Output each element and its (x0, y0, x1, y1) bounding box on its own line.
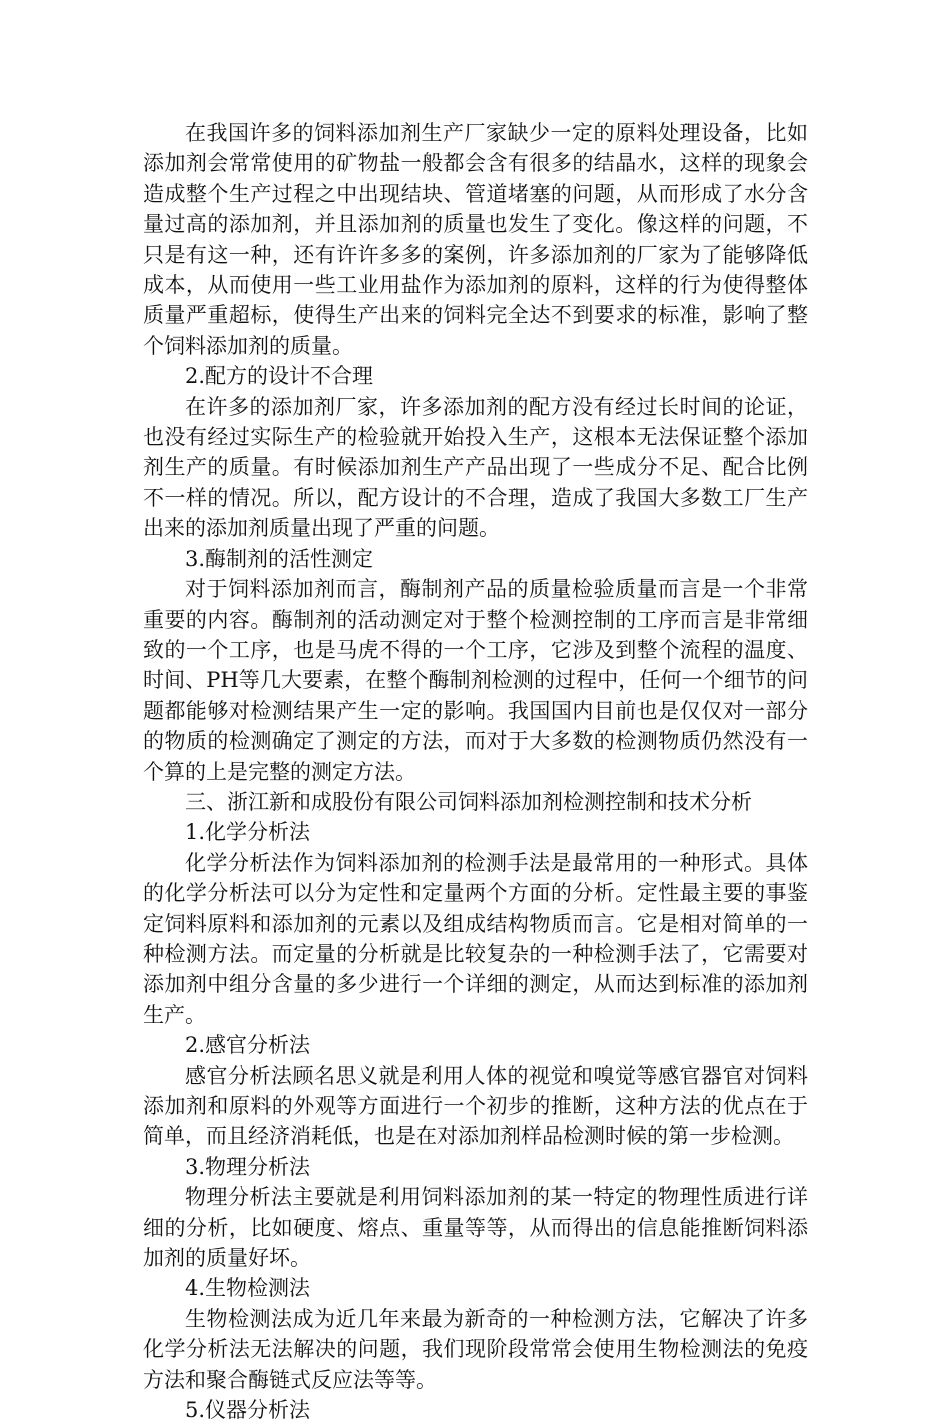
heading-formula-design: 2.配方的设计不合理 (185, 364, 374, 389)
heading-physical-analysis: 3.物理分析法 (185, 1154, 311, 1179)
paragraph-chemical-analysis: 化学分析法作为饲料添加剂的检测手法是最常用的一种形式。具体的化学分析法可以分为定性和定量两个方面的分析。定性最主要的事鉴定饲料原料和添加剂的元素以及组成结构物质而言。它是相对简单的一种检测方法。而定量的分析就是比较复杂的一种检测手法了，它需要对添加剂中组分含量的多少进行一个详细的测定，从而达到标准的添加剂生产。 (143, 850, 808, 1027)
paragraph-biological-detection: 生物检测法成为近几年来最为新奇的一种检测方法，它解决了许多化学分析法无法解决的问题，我们现阶段常常会使用生物检测法的免疫方法和聚合酶链式反应法等等。 (143, 1306, 808, 1392)
heading-instrument-analysis: 5.仪器分析法 (185, 1398, 311, 1423)
heading-biological-detection: 4.生物检测法 (185, 1276, 311, 1301)
section-heading-technical-analysis: 三、浙江新和成股份有限公司饲料添加剂检测控制和技术分析 (185, 789, 752, 814)
heading-chemical-analysis: 1.化学分析法 (185, 820, 311, 845)
document-body (143, 118, 808, 1425)
paragraph-physical-analysis: 物理分析法主要就是利用饲料添加剂的某一特定的物理性质进行详细的分析，比如硬度、熔点、重量等等，从而得出的信息能推断饲料添加剂的质量好坏。 (143, 1185, 808, 1271)
paragraph-sensory-analysis: 感官分析法顾名思义就是利用人体的视觉和嗅觉等感官器官对饲料添加剂和原料的外观等方面进行一个初步的推断，这种方法的优点在于简单，而且经济消耗低，也是在对添加剂样品检测时候的第一步检测。 (143, 1063, 808, 1149)
heading-sensory-analysis: 2.感官分析法 (185, 1033, 311, 1058)
paragraph-raw-material-processing: 在我国许多的饲料添加剂生产厂家缺少一定的原料处理设备，比如添加剂会常常使用的矿物盐一般都会含有很多的结晶水，这样的现象会造成整个生产过程之中出现结块、管道堵塞的问题，从而形成了水分含量过高的添加剂，并且添加剂的质量也发生了变化。像这样的问题，不只是有这一种，还有许许多多的案例，许多添加剂的厂家为了能够降低成本，从而使用一些工业用盐作为添加剂的原料，这样的行为使得整体质量严重超标，使得生产出来的饲料完全达不到要求的标准，影响了整个饲料添加剂的质量。 (143, 121, 808, 358)
paragraph-formula-design: 在许多的添加剂厂家，许多添加剂的配方没有经过长时间的论证，也没有经过实际生产的检验就开始投入生产，这根本无法保证整个添加剂生产的质量。有时候添加剂生产产品出现了一些成分不足、配合比例不一样的情况。所以，配方设计的不合理，造成了我国大多数工厂生产出来的添加剂质量出现了严重的问题。 (143, 394, 808, 541)
heading-enzyme-activity: 3.酶制剂的活性测定 (185, 546, 374, 571)
paragraph-enzyme-activity: 对于饲料添加剂而言，酶制剂产品的质量检验质量而言是一个非常重要的内容。酶制剂的活动测定对于整个检测控制的工序而言是非常细致的一个工序，也是马虎不得的一个工序，它涉及到整个流程的温度、时间、PH等几大要素，在整个酶制剂检测的过程中，任何一个细节的问题都能够对检测结果产生一定的影响。我国国内目前也是仅仅对一部分的物质的检测确定了测定的方法，而对于大多数的检测物质仍然没有一个算的上是完整的测定方法。 (143, 577, 808, 784)
